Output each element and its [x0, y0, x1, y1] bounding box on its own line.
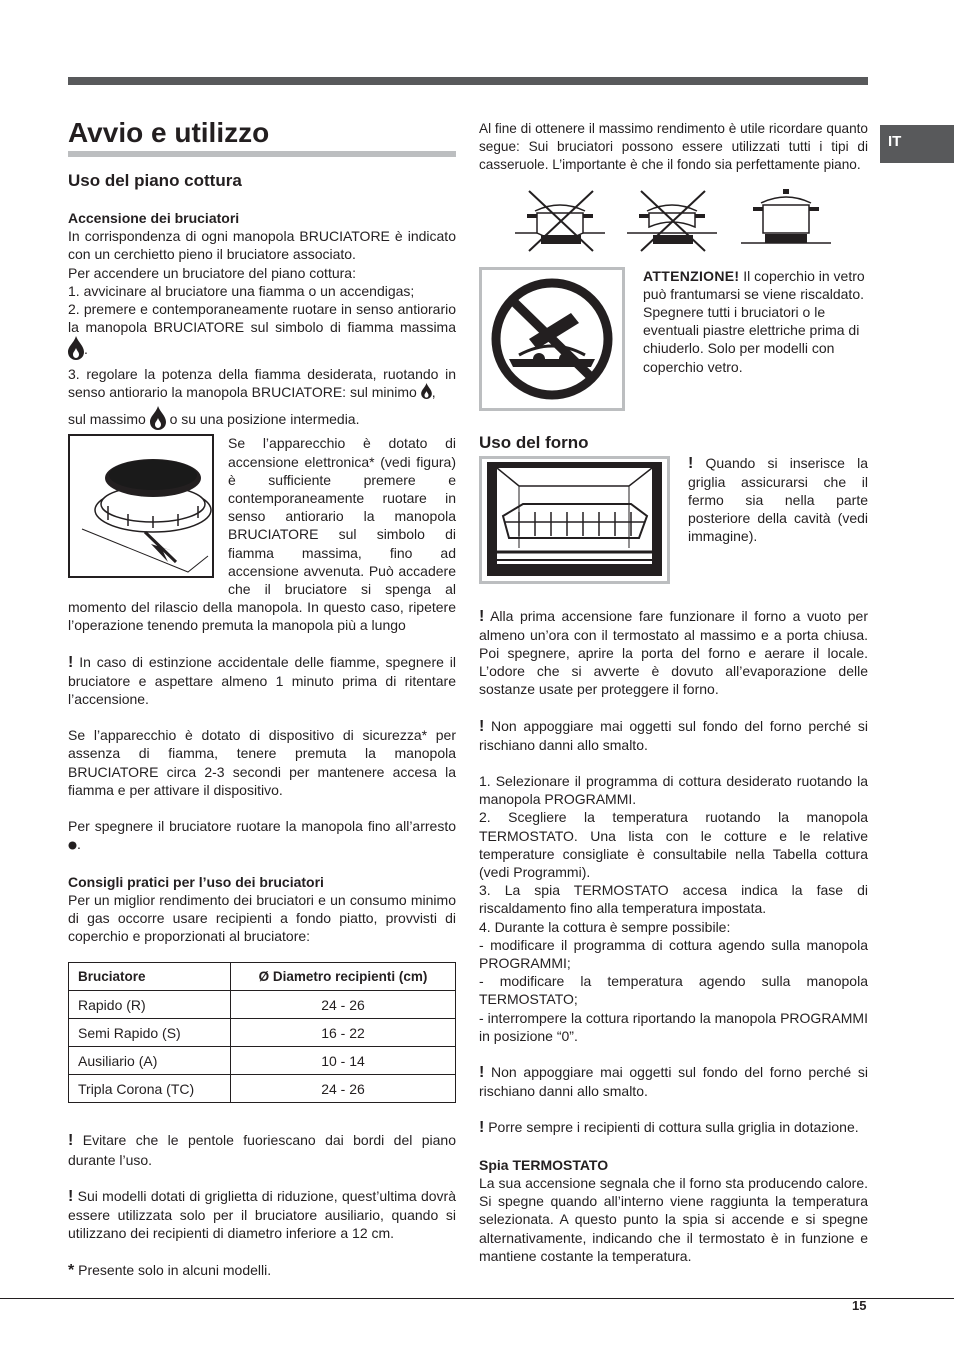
- oven-step-4: 4. Durante la cottura è sempre possibile:: [479, 918, 731, 935]
- burner-ignition-illustration: [68, 434, 214, 581]
- warning-mark: !: [68, 1187, 74, 1205]
- para-rendimento-pentole: Al fine di ottenere il massimo rendimento è utile ricordare quanto segue: Sui bruciatori possono essere utilizzati tutti i tipi di casseruole. L’importante è che il fondo sia perfettamente piano.: [479, 121, 868, 173]
- attenzione-text: Il coperchio in vetro può frantumarsi se viene riscaldato. Spegnere tutti i bruciatori o le eventuali piastre elettriche prima di chiuderlo. Solo per modelli con coperchio vetro.: [643, 267, 865, 375]
- para-spegnere-end: .: [77, 836, 81, 853]
- warning-mark: !: [68, 653, 74, 671]
- oven-rack-illustration: [479, 456, 670, 587]
- step-3-cont: [68, 406, 456, 434]
- no-glass-lid-illustration: [479, 267, 625, 414]
- table-cell: 16 - 22: [230, 1019, 455, 1047]
- left-column: [68, 115, 456, 1280]
- oven-step-3: 3. La spia TERMOSTATO accesa indica la fase di riscaldamento fino alla temperatura impostata.: [479, 882, 868, 917]
- footnote: [68, 1261, 456, 1280]
- para-non-appoggiare-2: [479, 1063, 868, 1100]
- heading-accensione: Accensione dei bruciatori: [68, 210, 240, 226]
- step-3-massimo: sul massimo: [68, 411, 146, 428]
- step-3-text: 3. regolare la potenza della fiamma desiderata, ruotando in senso antiorario la manopola BRUCIATORE: sul minimo: [68, 365, 456, 400]
- step-2-end: .: [84, 341, 88, 358]
- para-per-accendere: Per accendere un bruciatore del piano cottura:: [68, 264, 356, 281]
- step-3-comma: ,: [431, 383, 436, 400]
- footer-rule: [0, 1298, 954, 1299]
- footnote-text: Presente solo in alcuni modelli.: [78, 1261, 272, 1278]
- para-sicurezza: Se l’apparecchio è dotato di dispositivo di sicurezza* per assenza di fiamma, tenere premuta la manopola BRUCIATORE circa 2-3 secondi per mantenere accesa la fiamma e per attivare il dispositivo.: [68, 727, 456, 798]
- language-tab: IT: [880, 125, 954, 163]
- oven-option-2: - modificare la temperatura agendo sulla manopola TERMOSTATO;: [479, 973, 868, 1008]
- warning-mark: !: [68, 1132, 74, 1150]
- table-row: [69, 1019, 456, 1047]
- para-prima-accensione: [479, 607, 868, 699]
- section-title-piano: Uso del piano cottura: [68, 171, 242, 190]
- heading-spia: Spia TERMOSTATO: [479, 1156, 609, 1173]
- warning-mark: !: [479, 607, 485, 625]
- table-row: [69, 1075, 456, 1103]
- oven-step-2: 2. Scegliere la temperatura ruotando la manopola TERMOSTATO. Una lista con le cotture e le relative temperature consigliate è consultabile nella Tabella cottura (vedi Programmi).: [479, 809, 868, 881]
- wrong-pot-icon-2: [627, 191, 717, 251]
- table-row: [69, 1047, 456, 1075]
- step-3: [68, 365, 456, 404]
- para-porre-text: Porre sempre i recipienti di cottura sulla griglia in dotazione.: [488, 1119, 859, 1136]
- pots-illustration: [515, 187, 868, 259]
- correct-pot-icon: [741, 189, 831, 243]
- warning-mark: !: [479, 717, 485, 735]
- para-porre: [479, 1118, 868, 1137]
- table-row: [69, 991, 456, 1019]
- para-prima-accensione-text: Alla prima accensione fare funzionare il forno a vuoto per almeno un’ora con il termostato al massimo e a porta chiusa. Poi spegnere, aprire la porta del forno e aerare il locale. L’odore che si avverte è dovuto all’evaporazione delle sostanze usate per proteggere il forno.: [479, 607, 868, 698]
- off-dot-icon: [68, 836, 77, 854]
- para-rendimento: Per un miglior rendimento dei bruciatori e un consumo minimo di gas occorre usare recipienti a fondo piatto, provvisti di coperchio e proporzionati al bruciatore:: [68, 891, 456, 945]
- attenzione-label: ATTENZIONE!: [643, 267, 740, 284]
- top-bar: [68, 77, 868, 85]
- oven-option-3: - interrompere la cottura riportando la manopola PROGRAMMI in posizione “0”.: [479, 1009, 868, 1044]
- para-non-appoggiare-2-text: Non appoggiare mai oggetti sul fondo del forno perché si rischiano danni allo smalto.: [479, 1064, 869, 1100]
- table-cell: 24 - 26: [230, 991, 455, 1019]
- para-non-appoggiare: [479, 717, 868, 754]
- warning-mark: !: [479, 1064, 485, 1082]
- para-spegnere: [68, 817, 456, 855]
- para-accensione-elettronica: Se l’apparecchio è dotato di accensione elettronica* (vedi figura) è sufficiente premere e contemporaneamente ruotare in senso antiorario la manopola BRUCIATORE sul simbolo di fiamma massima, fino ad accensione avvenuta. Può accadere che il bruciatore si spenga al momento del rilascio della manopola. In questo caso, ripetere l’operazione tenendo premuta la manopola più a lungo: [68, 435, 456, 634]
- footnote-mark: *: [68, 1261, 75, 1279]
- para-griglia-text: Quando si inserisce la griglia assicurarsi che il fermo sia nella parte posteriore della cavità (vedi immagine).: [688, 454, 868, 545]
- para-griglietta: [68, 1187, 456, 1243]
- oven-option-1: - modificare il programma di cottura agendo sulla manopola PROGRAMMI;: [479, 936, 868, 972]
- warning-mark: !: [479, 1119, 485, 1137]
- step-1: 1. avvicinare al bruciatore una fiamma o un accendigas;: [68, 282, 415, 299]
- para-griglietta-text: Sui modelli dotati di griglietta di riduzione, quest’ultima dovrà essere utilizzata solo per il bruciatore ausiliario, quando si utilizzano dei recipienti di diametro inferiore a 12 cm.: [68, 1187, 457, 1242]
- table-cell: Semi Rapido (S): [69, 1019, 231, 1047]
- warning-mark: !: [688, 454, 694, 472]
- para-spegnere-text: Per spegnere il bruciatore ruotare la manopola fino all’arresto: [68, 818, 456, 835]
- para-corrispondenza: In corrispondenza di ogni manopola BRUCIATORE è indicato con un cerchietto pieno il bruciatore associato.: [68, 228, 456, 263]
- heading-consigli: Consigli pratici per l’uso dei bruciatori: [68, 873, 324, 890]
- flame-min-icon: [421, 383, 432, 403]
- table-header: Ø Diametro recipienti (cm): [230, 963, 455, 991]
- step-3-end: o su una posizione intermedia.: [169, 411, 360, 428]
- section-title-forno: Uso del forno: [479, 432, 589, 452]
- right-column: [479, 120, 868, 1265]
- flame-max-icon: [68, 336, 84, 364]
- oven-step-1: 1. Selezionare il programma di cottura desiderato ruotando la manopola PROGRAMMI.: [479, 773, 868, 808]
- para-evitare: [68, 1131, 456, 1168]
- table-cell: Ausiliario (A): [69, 1047, 231, 1075]
- table-cell: 24 - 26: [230, 1075, 455, 1103]
- wrong-pot-icon: [515, 191, 605, 251]
- para-evitare-text: Evitare che le pentole fuoriescano dai bordi del piano durante l’uso.: [68, 1132, 457, 1168]
- page-number: 15: [852, 1298, 867, 1313]
- table-header-row: [69, 963, 456, 991]
- table-header: Bruciatore: [69, 963, 231, 991]
- para-spia: La sua accensione segnala che il forno sta producendo calore. Si spegne quando all’interno viene raggiunta la temperatura selezionata. A questo punto la spia si accende e si spegne alternativamente, indicando che il termostato è in funzione e mantiene costante la temperatura.: [479, 1174, 868, 1264]
- table-cell: Rapido (R): [69, 991, 231, 1019]
- step-2: [68, 300, 456, 365]
- para-estinzione-text: In caso di estinzione accidentale delle fiamme, spegnere il bruciatore e aspettare almeno 1 minuto prima di ritentare l’accensione.: [68, 653, 456, 708]
- flame-max-icon-2: [150, 406, 166, 434]
- burner-diameter-table: [68, 962, 456, 1103]
- table-cell: 10 - 14: [230, 1047, 455, 1075]
- page-title: Avvio e utilizzo: [68, 115, 456, 157]
- para-estinzione: [68, 653, 456, 709]
- para-non-appoggiare-text: Non appoggiare mai oggetti sul fondo del forno perché si rischiano danni allo smalto.: [479, 717, 869, 753]
- step-2-text: 2. premere e contemporaneamente ruotare in senso antiorario la manopola BRUCIATORE sul simbolo di fiamma massima: [68, 301, 456, 336]
- table-cell: Tripla Corona (TC): [69, 1075, 231, 1103]
